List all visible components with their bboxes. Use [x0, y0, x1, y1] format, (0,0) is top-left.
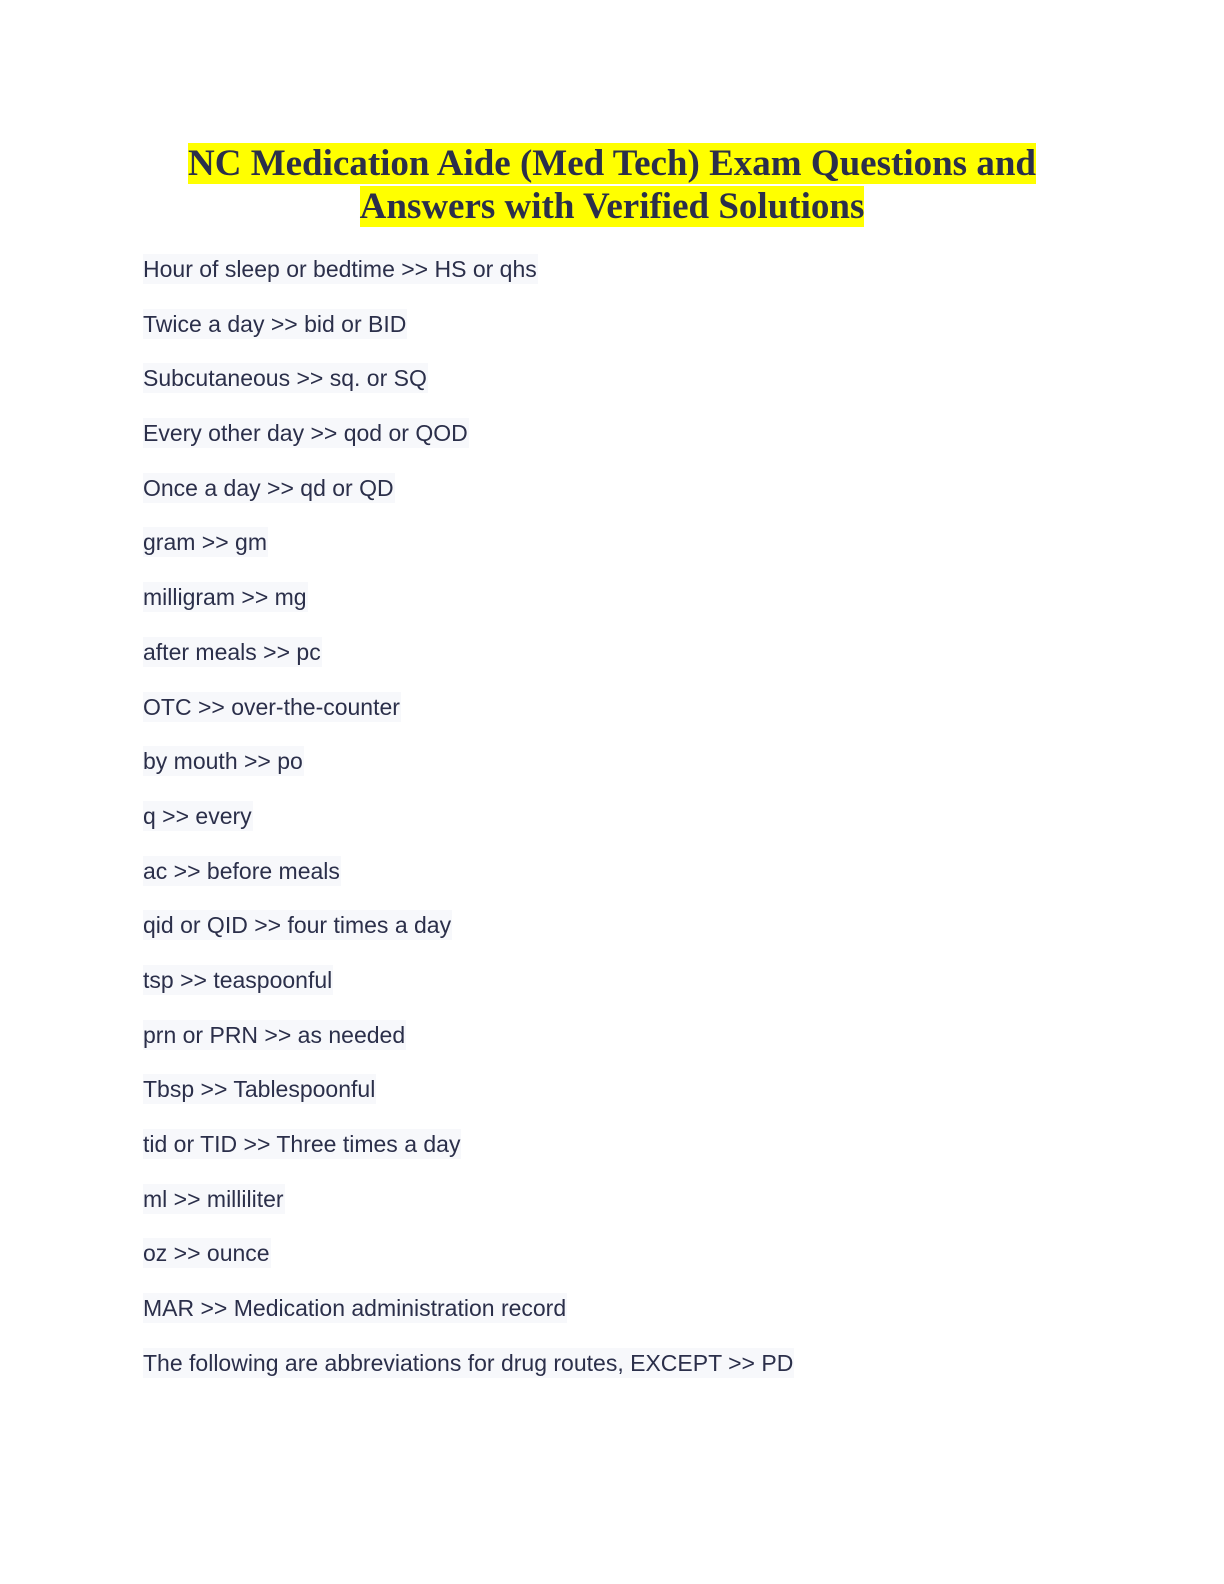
list-item	[143, 473, 794, 528]
list-item	[143, 1074, 794, 1129]
list-item	[143, 1129, 794, 1184]
list-item	[143, 527, 794, 582]
qa-text: by mouth >> po	[143, 748, 303, 775]
qa-text: tsp >> teaspoonful	[143, 966, 333, 993]
qa-text: The following are abbreviations for drug routes, EXCEPT >> PD	[143, 1349, 794, 1376]
list-item	[143, 637, 794, 692]
list-item	[143, 692, 794, 747]
title-line-1: NC Medication Aide (Med Tech) Exam Questions and	[188, 143, 1036, 184]
qa-text: gram >> gm	[143, 529, 267, 556]
qa-text: after meals >> pc	[143, 638, 321, 665]
document-title	[143, 142, 1081, 228]
list-item	[143, 363, 794, 418]
title-line-2: Answers with Verified Solutions	[359, 186, 865, 227]
qa-text: OTC >> over-the-counter	[143, 693, 400, 720]
qa-text: Hour of sleep or bedtime >> HS or qhs	[143, 256, 537, 282]
list-item	[143, 418, 794, 473]
qa-text: Twice a day >> bid or BID	[143, 310, 407, 337]
qa-text: milligram >> mg	[143, 584, 307, 611]
qa-text: Every other day >> qod or QOD	[143, 420, 468, 447]
list-item	[143, 856, 794, 911]
qa-text: prn or PRN >> as needed	[143, 1021, 406, 1048]
qa-text: Once a day >> qd or QD	[143, 474, 394, 501]
list-item	[143, 309, 794, 364]
qa-text: tid or TID >> Three times a day	[143, 1131, 461, 1157]
list-item	[143, 1238, 794, 1293]
qa-text: ac >> before meals	[143, 857, 340, 884]
list-item	[143, 1293, 794, 1348]
list-item	[143, 1348, 794, 1403]
list-item	[143, 1020, 794, 1075]
qa-text: ml >> milliliter	[143, 1185, 284, 1212]
qa-text: q >> every	[143, 802, 252, 829]
qa-text: oz >> ounce	[143, 1240, 270, 1267]
qa-text: qid or QID >> four times a day	[143, 912, 452, 939]
list-item	[143, 801, 794, 856]
list-item	[143, 910, 794, 965]
qa-text: MAR >> Medication administration record	[143, 1295, 567, 1322]
list-item	[143, 582, 794, 637]
qa-list	[143, 254, 794, 1402]
list-item	[143, 254, 794, 309]
list-item	[143, 1184, 794, 1239]
list-item	[143, 965, 794, 1020]
list-item	[143, 746, 794, 801]
qa-text: Subcutaneous >> sq. or SQ	[143, 365, 427, 392]
qa-text: Tbsp >> Tablespoonful	[143, 1076, 376, 1103]
